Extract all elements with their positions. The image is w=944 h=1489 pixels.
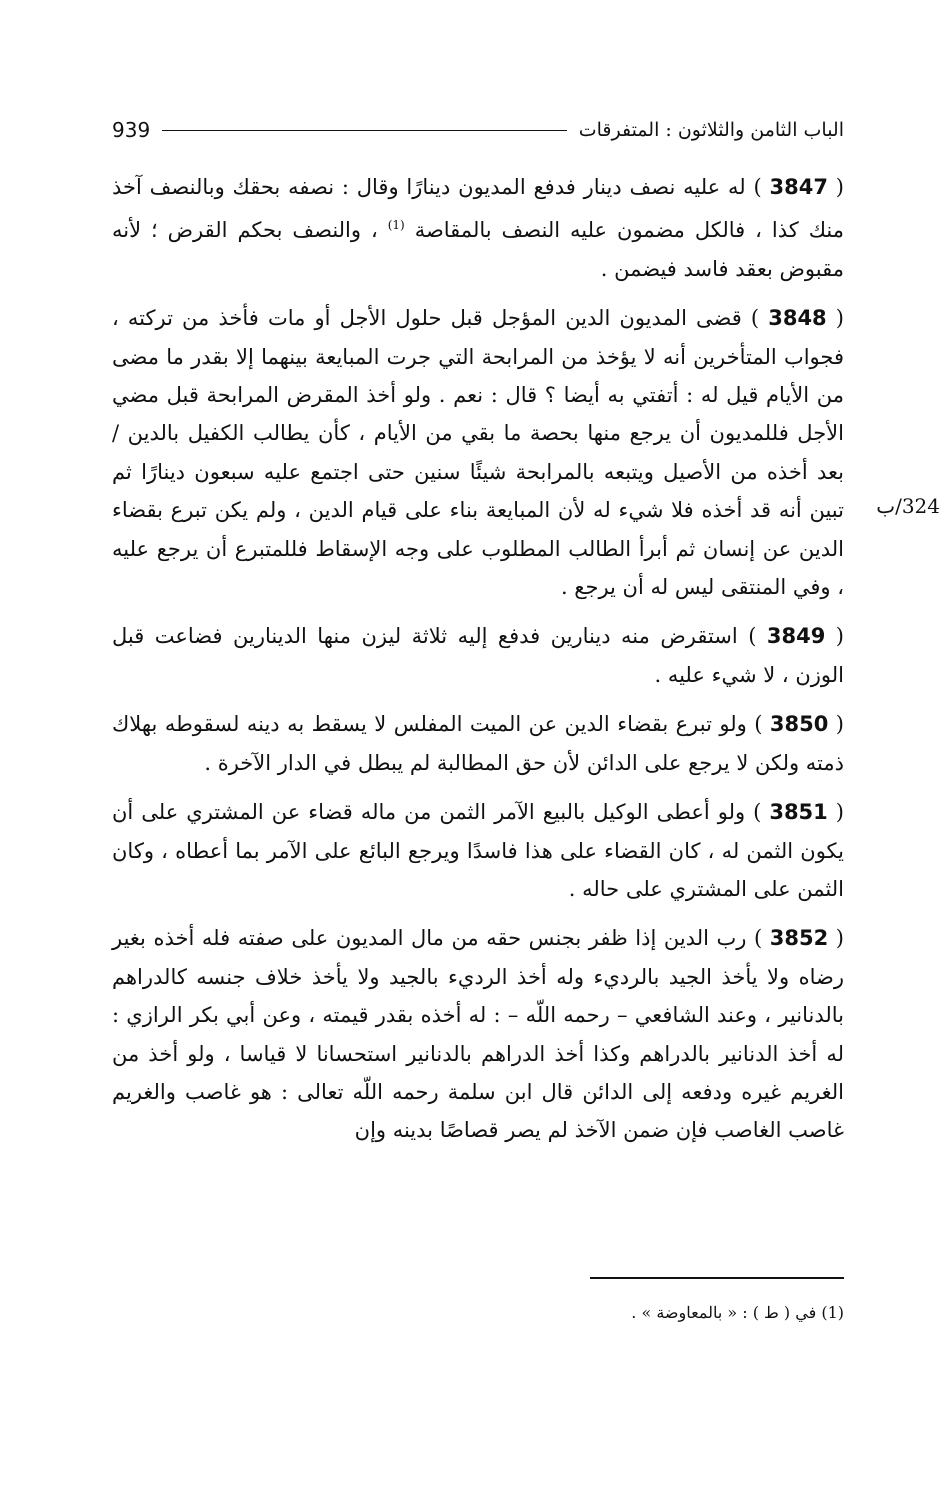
issue-number: 3848 <box>768 306 827 331</box>
paragraph-text: ) له عليه نصف دينار فدفع المديون دينارًا وقال : نصفه بحقك وبالنصف آخذ منك كذا ، فالكل مضمون عليه النصف بالمقاصة <box>112 175 844 243</box>
header-rule <box>162 130 567 131</box>
paragraph-3847: ( 3847 ) له عليه نصف دينار فدفع المديون دينارًا وقال : نصفه بحقك وبالنصف آخذ منك كذا ، فالكل مضمون عليه النصف بالمقاصة $^{(1)}$ ، والنصف بحكم القرض ؛ لأنه مقبوض بعقد فاسد فيضمن . <box>112 175 844 281</box>
chapter-title: الباب الثامن والثلاثون : المتفرقات <box>578 119 844 141</box>
page-header <box>112 112 844 148</box>
main-text <box>112 168 844 1161</box>
paragraph-3852: ( 3852 ) رب الدين إذا ظفر بجنس حقه من مال المديون على صفته فله أخذه بغير رضاه ولا يأخذ الجيد بالرديء وله أخذ الرديء بالجيد ولا يأخذ خلاف جنسه كالدراهم بالدنانير ، وعند الشافعي – رحمه اللّه – : له أخذه بقدر قيمته ، وعن أبي بكر الرازي : له أخذ الدنانير بالدراهم وكذا أخذ الدراهم بالدنانير استحسانا لا قياسا ، ولو أخذ من الغريم غيره ودفعه إلى الدائن قال ابن سلمة رحمه اللّه تعالى : هو غاصب والغريم غاصب الغاصب فإن ضمن الآخذ لم يصر قصاصًا بدينه وإن <box>112 926 844 1143</box>
issue-number: 3847 <box>769 175 828 199</box>
paragraph-text: ، والنصف بحكم القرض ؛ لأنه مقبوض بعقد فاسد فيضمن . <box>112 218 844 281</box>
manuscript-folio-note: 324/ب <box>876 494 940 518</box>
paragraph-3850: ( 3850 ) ولو تبرع بقضاء الدين عن الميت المفلس لا يسقط به دينه لسقوطه بهلاك ذمته ولكن لا يرجع على الدائن لأن حق المطالبة لم يبطل في الدار الآخرة . <box>112 712 844 775</box>
paragraph-3849: ( 3849 ) استقرض منه دينارين فدفع إليه ثلاثة ليزن منها الدينارين فضاعت قبل الوزن ، لا شيء عليه . <box>112 624 844 687</box>
footnote-reference: (1) <box>387 218 405 233</box>
paragraph-3848: ( 3848 ) قضى المديون الدين المؤجل قبل حلول الأجل أو مات فأخذ من تركته ، فجواب المتأخرين أنه لا يؤخذ من المرابحة التي جرت المبايعة بينهما إلا بقدر ما مضى من الأيام قيل له : أتفتي به أيضا ؟ قال : نعم . ولو أخذ المقرض المرابحة قبل مضي الأجل فللمديون أن يرجع منها بحصة ما بقي من الأيام ، كأن يطالب الكفيل بالدين / بعد أخذه من الأصيل ويتبعه بالمرابحة شيئًا سنين حتى اجتمع عليه سبعون دينارًا ثم تبين أنه قد أخذه فلا شيء له لأن المبايعة بناء على قيام الدين ، ولم يكن تبرع بقضاء الدين عن إنسان ثم أبرأ الطالب المطلوب على وجه الإسقاط فللمتبرع أن يرجع عليه ، وفي المنتقى ليس له أن يرجع . <box>112 306 844 600</box>
paragraph-text: ) ولو أعطى الوكيل بالبيع الآمر الثمن من ماله قضاء عن المشتري على أن يكون الثمن له ، كان القضاء على هذا فاسدًا ويرجع البائع على الآمر بما أعطاه ، وكان الثمن على المشتري على حاله . <box>112 800 844 901</box>
page-number: 939 <box>112 118 151 142</box>
issue-number: 3852 <box>769 926 829 951</box>
issue-number: 3849 <box>766 624 826 649</box>
issue-number: 3850 <box>769 712 829 737</box>
paragraph-text: ) استقرض منه دينارين فدفع إليه ثلاثة ليزن منها الدينارين فضاعت قبل الوزن ، لا شيء عليه . <box>112 624 844 687</box>
paragraph-text: ) رب الدين إذا ظفر بجنس حقه من مال المديون على صفته فله أخذه بغير رضاه ولا يأخذ الجيد بالرديء وله أخذ الرديء بالجيد ولا يأخذ خلاف جنسه كالدراهم بالدنانير ، وعند الشافعي – رحمه اللّه – : له أخذه بقدر قيمته ، وعن أبي بكر الرازي : له أخذ الدنانير بالدراهم وكذا أخذ الدراهم بالدنانير استحسانا لا قياسا ، ولو أخذ من الغريم غيره ودفعه إلى الدائن قال ابن سلمة رحمه اللّه تعالى : هو غاصب والغريم غاصب الغاصب فإن ضمن الآخذ لم يصر قصاصًا بدينه وإن <box>112 926 844 1143</box>
paragraph-3851: ( 3851 ) ولو أعطى الوكيل بالبيع الآمر الثمن من ماله قضاء عن المشتري على أن يكون الثمن له ، كان القضاء على هذا فاسدًا ويرجع البائع على الآمر بما أعطاه ، وكان الثمن على المشتري على حاله . <box>112 800 844 901</box>
paragraph-text: ) ولو تبرع بقضاء الدين عن الميت المفلس لا يسقط به دينه لسقوطه بهلاك ذمته ولكن لا يرجع على الدائن لأن حق المطالبة لم يبطل في الدار الآخرة . <box>112 712 844 775</box>
footnote: (1) في ( ط ) : « بالمعاوضة » . <box>631 1303 844 1322</box>
issue-number: 3851 <box>769 800 828 825</box>
paragraph-text: ) قضى المديون الدين المؤجل قبل حلول الأجل أو مات فأخذ من تركته ، فجواب المتأخرين أنه لا يؤخذ من المرابحة التي جرت المبايعة بينهما إلا بقدر ما مضى من الأيام قيل له : أتفتي به أيضا ؟ قال : نعم . ولو أخذ المقرض المرابحة قبل مضي الأجل فللمديون أن يرجع منها بحصة ما بقي من الأيام ، كأن يطالب الكفيل بالدين / بعد أخذه من الأصيل ويتبعه بالمرابحة شيئًا سنين حتى اجتمع عليه سبعون دينارًا ثم تبين أنه قد أخذه فلا شيء له لأن المبايعة بناء على قيام الدين ، ولم يكن تبرع بقضاء الدين عن إنسان ثم أبرأ الطالب المطلوب على وجه الإسقاط فللمتبرع أن يرجع عليه ، وفي المنتقى ليس له أن يرجع . <box>112 306 844 600</box>
footnote-separator <box>590 1277 844 1279</box>
